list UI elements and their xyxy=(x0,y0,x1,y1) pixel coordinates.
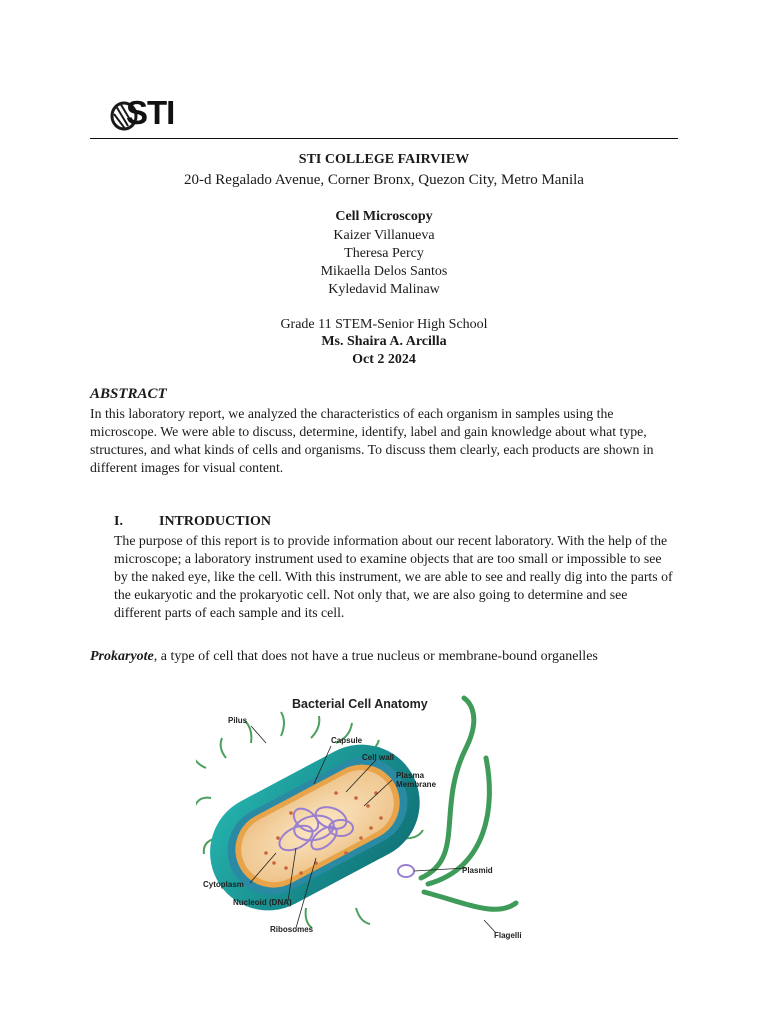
author-name: Kyledavid Malinaw xyxy=(328,282,440,297)
teacher-name: Ms. Shaira A. Arcilla xyxy=(321,334,447,349)
intro-line: the eukaryotic and the prokaryotic cell. Not only that, we are also going to determine and see xyxy=(114,587,628,602)
header-rule xyxy=(90,138,678,139)
intro-line: different parts of each sample and its cell. xyxy=(114,605,345,620)
college-name: STI COLLEGE FAIRVIEW xyxy=(298,152,470,167)
grade-level: Grade 11 STEM-Senior High School xyxy=(280,317,488,332)
label-membrane: Membrane xyxy=(396,780,437,789)
intro-line: by the naked eye, like the cell. With this instrument, we are able to see and really dig into the parts of xyxy=(114,569,673,584)
label-pilus: Pilus xyxy=(228,716,248,725)
abstract-body xyxy=(90,405,670,477)
bacterial-cell-diagram xyxy=(196,688,536,958)
label-plasma: Plasma xyxy=(396,771,425,780)
prokaryote-definition xyxy=(90,649,598,665)
college-address: 20-d Regalado Avenue, Corner Bronx, Quezon City, Metro Manila xyxy=(184,172,584,188)
prokaryote-term: Prokaryote xyxy=(90,649,154,664)
label-cell-wall: Cell wall xyxy=(362,753,395,762)
author-name: Kaizer Villanueva xyxy=(333,228,435,243)
abstract-line: microscope. We were able to discuss, determine, identify, label and gain knowledge about what type, xyxy=(90,424,647,439)
logo-text: STI xyxy=(126,94,175,131)
report-title: Cell Microscopy xyxy=(335,209,433,224)
prokaryote-text: , a type of cell that does not have a true nucleus or membrane-bound organelles xyxy=(153,649,598,664)
figure-title: Bacterial Cell Anatomy xyxy=(292,697,428,711)
abstract-line: In this laboratory report, we analyzed the characteristics of each organism in samples using the xyxy=(90,406,614,421)
label-cytoplasm: Cytoplasm xyxy=(203,880,244,889)
author-name: Mikaella Delos Santos xyxy=(320,264,448,279)
intro-number: I. xyxy=(114,514,123,529)
report-date: Oct 2 2024 xyxy=(352,352,416,367)
abstract-heading: ABSTRACT xyxy=(90,386,167,402)
label-plasmid: Plasmid xyxy=(462,866,493,875)
label-capsule: Capsule xyxy=(331,736,363,745)
label-nucleoid: Nucleoid (DNA) xyxy=(233,898,292,907)
label-ribosomes: Ribosomes xyxy=(270,925,314,934)
intro-line: The purpose of this report is to provide information about our recent laboratory. With the help of the xyxy=(114,533,668,548)
intro-line: microscope; a laboratory instrument used to examine objects that are too small or impossible to see xyxy=(114,551,662,566)
author-name: Theresa Percy xyxy=(344,246,424,261)
abstract-line: different images for visual content. xyxy=(90,460,284,475)
intro-heading: INTRODUCTION xyxy=(159,514,272,529)
intro-body xyxy=(114,532,674,622)
label-flagella: Flagelli xyxy=(494,931,522,940)
abstract-line: structures, and what kinds of cells and organisms. To discuss them clearly, each products are shown in xyxy=(90,442,654,457)
